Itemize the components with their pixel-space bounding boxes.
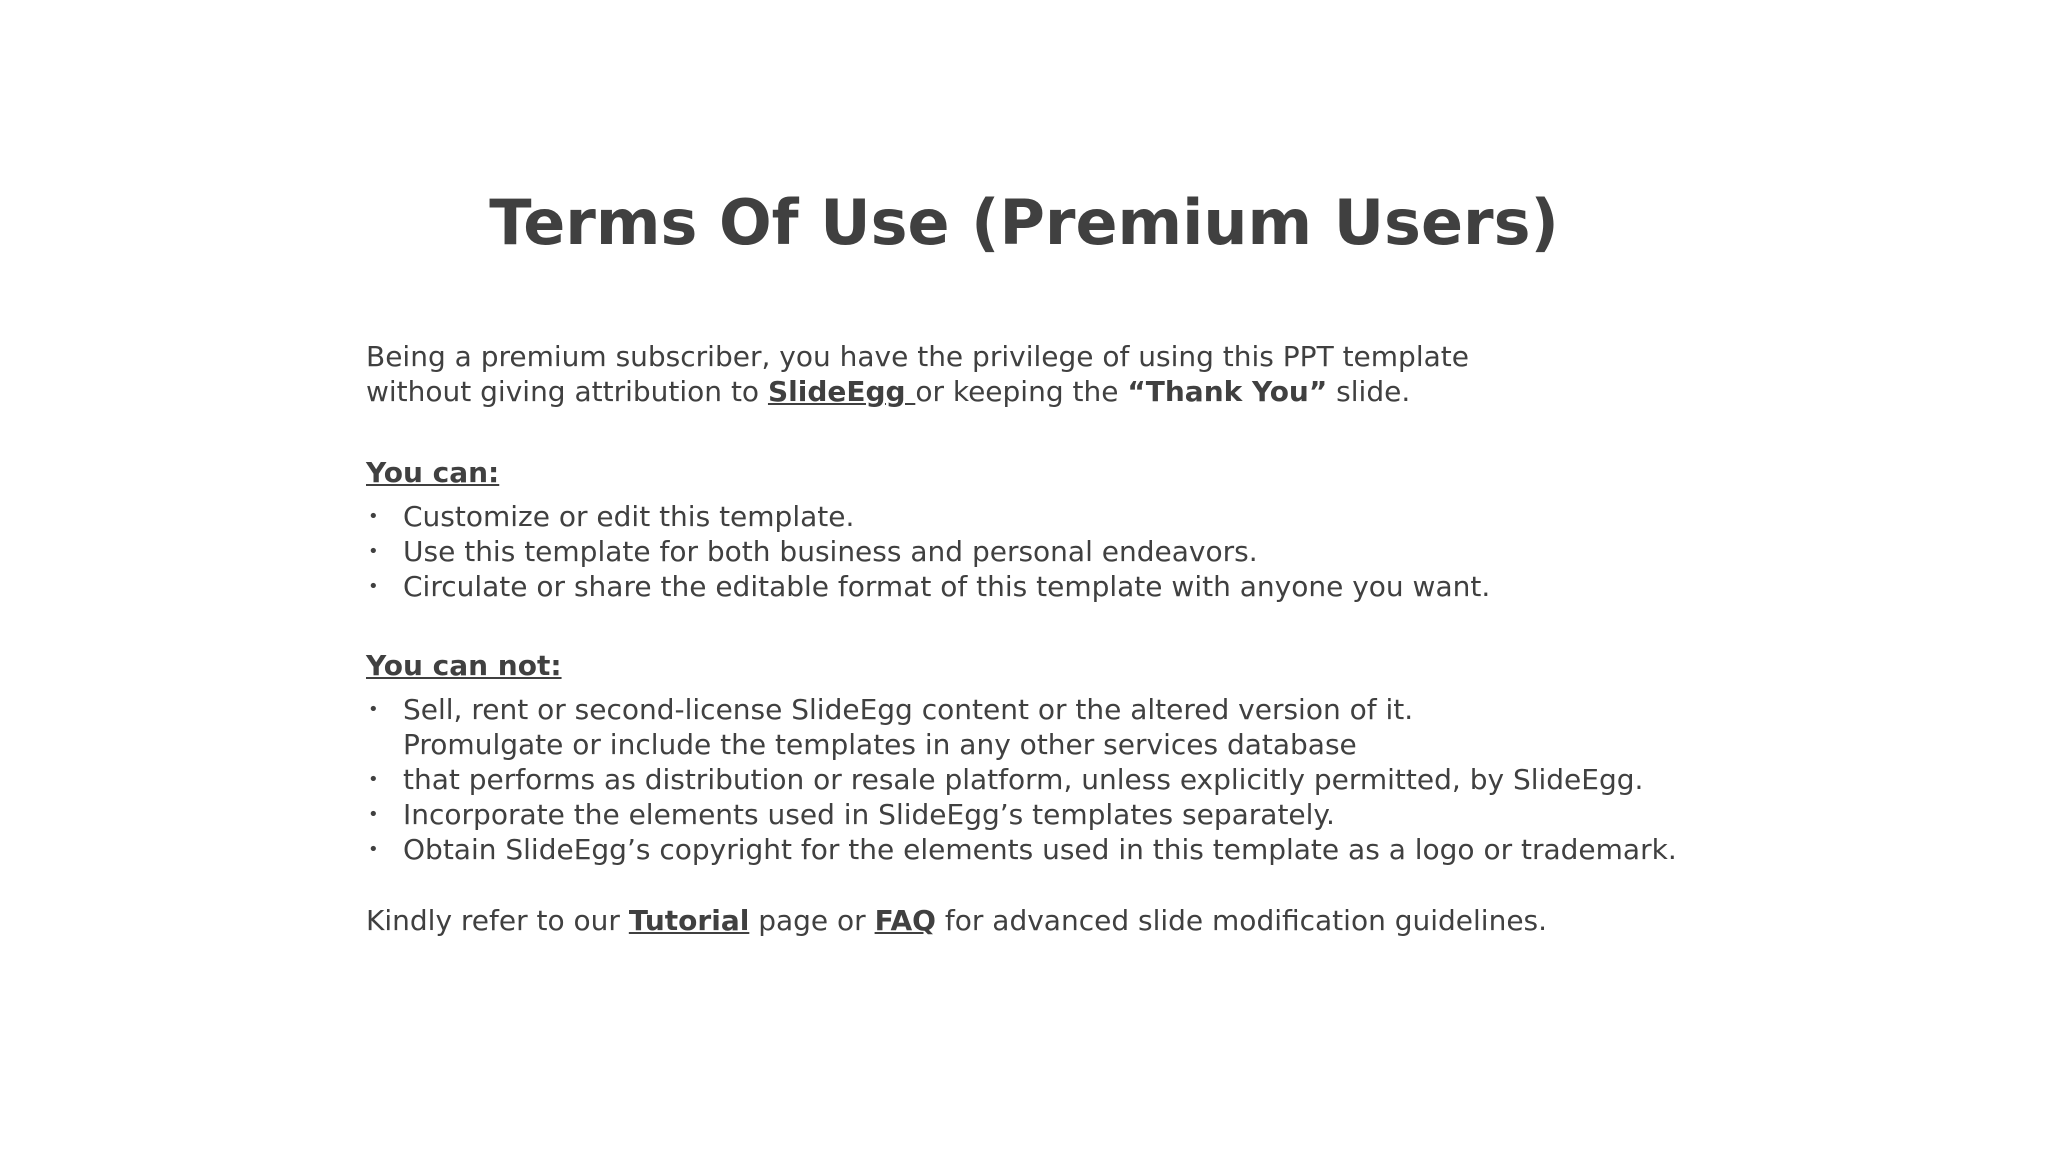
terms-content: [366, 339, 1706, 938]
you-can-heading: You can:: [366, 456, 500, 489]
you-can-list: [366, 499, 1706, 604]
list-item-text: Promulgate or include the templates in any other services database: [403, 728, 1357, 761]
list-item: [366, 797, 1706, 832]
spacer: [366, 604, 1706, 648]
list-item: [366, 727, 1706, 762]
list-item: [366, 499, 1706, 534]
bullet-icon: •: [368, 541, 379, 562]
list-item-text: Use this template for both business and personal endeavors.: [403, 535, 1258, 568]
faq-link[interactable]: FAQ: [874, 904, 936, 937]
intro-paragraph: [366, 339, 1706, 409]
thank-you-text: “Thank You”: [1127, 375, 1328, 408]
list-item: [366, 569, 1706, 604]
list-item: [366, 692, 1706, 727]
bullet-icon: •: [368, 804, 379, 825]
intro-line-1: Being a premium subscriber, you have the privilege of using this PPT template: [366, 340, 1469, 373]
list-item: [366, 832, 1706, 867]
tutorial-link[interactable]: Tutorial: [628, 904, 750, 937]
list-item: [366, 762, 1706, 797]
bullet-icon: •: [368, 576, 379, 597]
footer-post: for advanced slide modification guidelines.: [935, 904, 1548, 937]
list-item-text: Incorporate the elements used in SlideEgg’s templates separately.: [403, 798, 1335, 831]
slideegg-link[interactable]: SlideEgg: [767, 375, 916, 408]
you-can-not-list: [366, 692, 1706, 867]
footer-mid: page or: [749, 904, 875, 937]
list-item-text: Sell, rent or second-license SlideEgg content or the altered version of it.: [403, 693, 1414, 726]
list-item: [366, 534, 1706, 569]
bullet-icon: •: [368, 506, 379, 527]
footer-paragraph: [366, 903, 1706, 938]
spacer: [366, 867, 1706, 903]
list-item-text: Customize or edit this template.: [403, 500, 855, 533]
list-item-text: Obtain SlideEgg’s copyright for the elements used in this template as a logo or trademark.: [403, 833, 1677, 866]
list-item-text: that performs as distribution or resale platform, unless explicitly permitted, by SlideEgg.: [403, 763, 1644, 796]
bullet-icon: •: [368, 769, 379, 790]
list-item-text: Circulate or share the editable format of this template with anyone you want.: [403, 570, 1491, 603]
intro-line-2-post: slide.: [1327, 375, 1411, 408]
page-title: Terms Of Use (Premium Users): [489, 186, 1559, 259]
footer-pre: Kindly refer to our: [366, 904, 629, 937]
you-can-not-heading: You can not:: [366, 649, 562, 682]
intro-line-2-pre: without giving attribution to: [366, 375, 768, 408]
intro-line-2-mid: or keeping the: [915, 375, 1128, 408]
bullet-icon: •: [368, 839, 379, 860]
bullet-icon: •: [368, 699, 379, 720]
